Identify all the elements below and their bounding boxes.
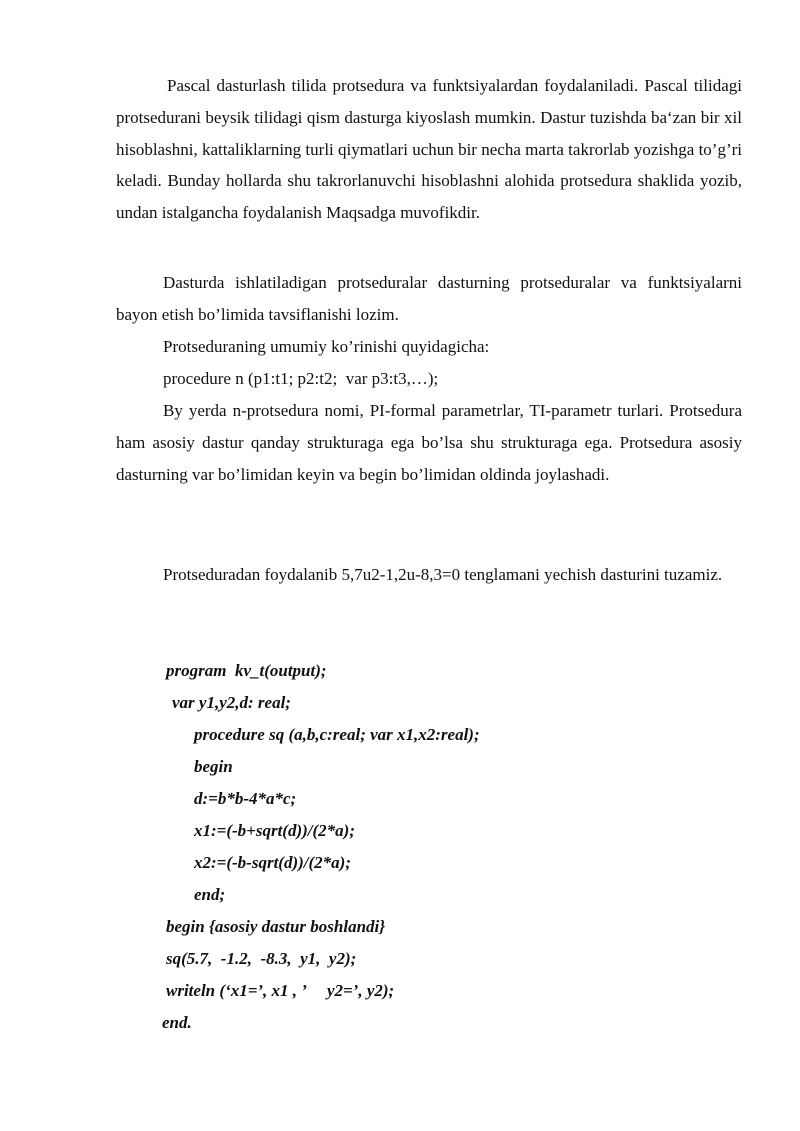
paragraph-description: Dasturda ishlatiladigan protseduralar dasturning protseduralar va funktsiyalarni bayon etish bo’limida tavsiflanishi lozim. (116, 273, 742, 324)
code-line-begin: begin (194, 757, 233, 776)
code-line-main-begin: begin {asosiy dastur boshlandi} (166, 917, 386, 936)
code-line-end-program: end. (162, 1013, 192, 1032)
code-line-x1: x1:=(-b+sqrt(d))/(2*a); (194, 821, 356, 840)
code-line-writeln: writeln (‘x1=’, x1 , ’ y2=’, y2); (166, 981, 395, 1000)
paragraph-general-form: Protseduraning umumiy ko’rinishi quyidagicha: (163, 337, 490, 356)
procedure-syntax: procedure n (p1:t1; p2:t2; var p3:t3,…); (163, 369, 439, 388)
code-line-discriminant: d:=b*b-4*a*c; (194, 789, 297, 808)
paragraph-intro: Pascal dasturlash tilida protsedura va funktsiyalardan foydalaniladi. Pascal tilidagi protsedurani beysik tilidagi qism dasturga kiyoslash mumkin. Dastur tuzishda ba‘zan bir xil hisoblashni, kattaliklarning turli qiymatlari uchun bir necha marta takrorlab yozishga to’g’ri keladi. Bunday hollarda shu takrorlanuvchi hisoblashni alohida protsedura shaklida yozib, undan istalgancha foydalanish Maqsadga muvofikdir. (116, 76, 742, 223)
paragraph-explanation: By yerda n-protsedura nomi, PI-formal parametrlar, TI-parametr turlari. Protsedura ham asosiy dastur qanday strukturaga ega bo’lsa shu strukturaga ega. Protsedura asosiy dasturning var bo’limidan keyin va begin bo’limidan oldinda joylashadi. (116, 401, 742, 484)
code-line-x2: x2:=(-b-sqrt(d))/(2*a); (194, 853, 351, 872)
code-line-var: var y1,y2,d: real; (172, 693, 291, 712)
code-line-end-procedure: end; (194, 885, 226, 904)
code-line-procedure: procedure sq (a,b,c:real; var x1,x2:real); (194, 725, 480, 744)
paragraph-task: Protseduradan foydalanib 5,7u2-1,2u-8,3=0 tenglamani yechish dasturini tuzamiz. (163, 565, 723, 584)
code-line-program: program kv_t(output); (166, 661, 327, 680)
code-line-call: sq(5.7, -1.2, -8.3, y1, y2); (166, 949, 357, 968)
